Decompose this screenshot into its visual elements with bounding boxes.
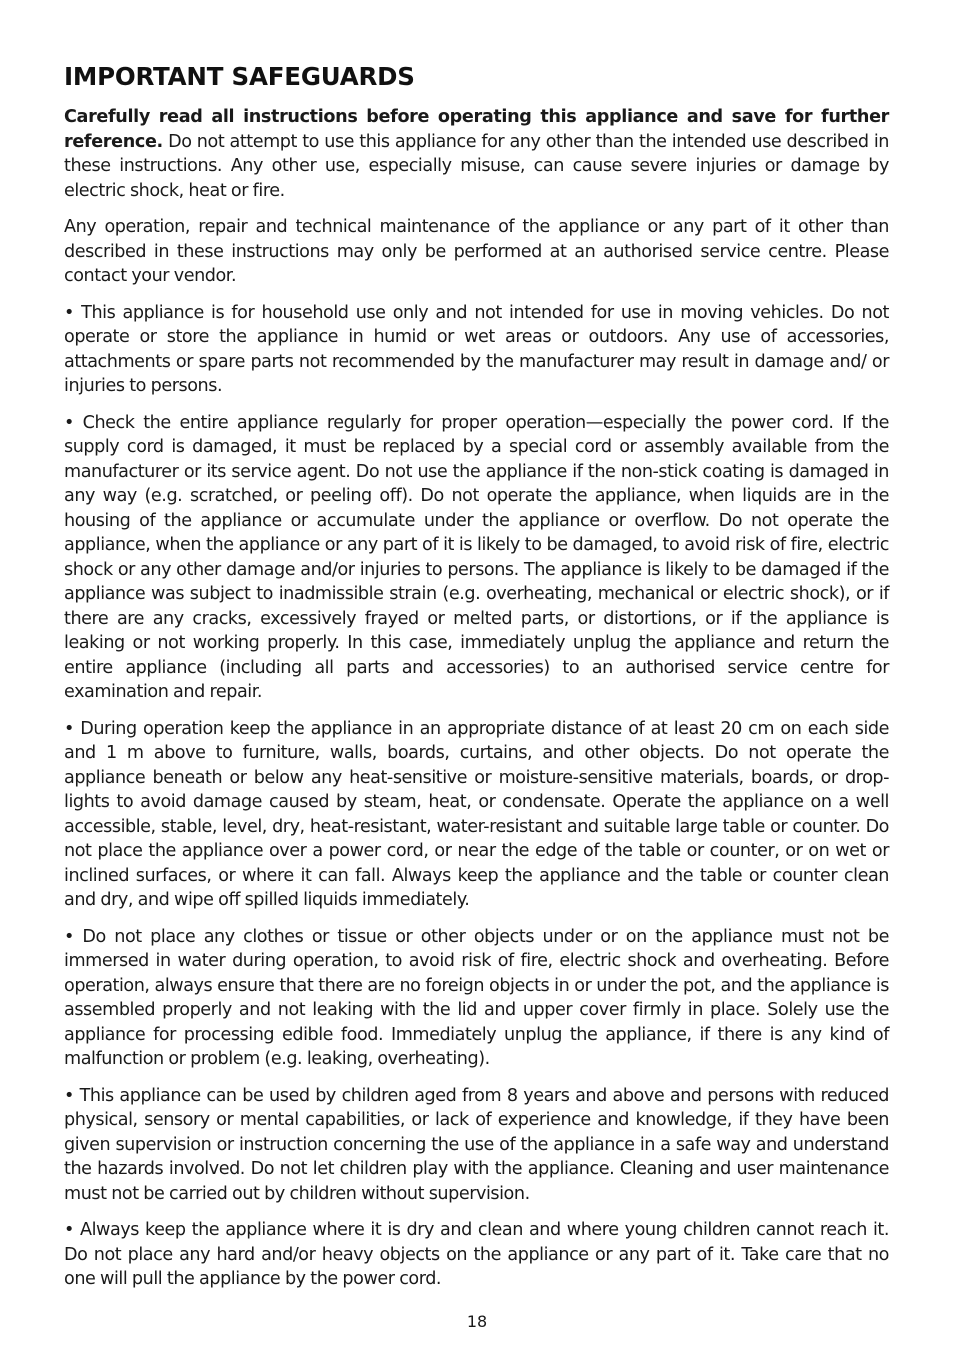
- paragraph-household-use: • This appliance is for household use only and not intended for use in moving vehicles. Do not operate or store the appliance in humid or wet areas or outdoors. Any use of accessories, attachments or spare parts not recommended by the manufacturer may result in damage and/ or injuries to persons.: [64, 302, 889, 396]
- paragraph-operation-distance: • During operation keep the appliance in an appropriate distance of at least 20 cm on each side and 1 m above to furniture, walls, boards, curtains, and other objects. Do not operate the appliance beneath or below any heat-sensitive or moisture-sensitive materials, boards, or drop-lights to avoid damage caused by steam, heat, or condensate. Operate the appliance on a well accessible, stable, level, dry, heat-resistant, water-resistant and suitable large table or counter. Do not place the appliance over a power cord, or near the edge of the table or counter, or on wet or inclined surfaces, or where it can fall. Always keep the appliance and the table or counter clean and dry, and wipe off spilled liquids immediately.: [64, 718, 889, 910]
- intro-paragraph: [64, 105, 889, 203]
- document-page: [64, 60, 889, 1304]
- paragraph-check-appliance: • Check the entire appliance regularly for proper operation—especially the power cord. If the supply cord is damaged, it must be replaced by a special cord or assembly available from the manufacturer or its service agent. Do not use the appliance if the non-stick coating is damaged in any way (e.g. scratched, or peeling off). Do not operate the appliance, when liquids are in the housing of the appliance or accumulate under the appliance or overflow. Do not operate the appliance, when the appliance or any part of it is likely to be damaged, to avoid risk of fire, electric shock or any other damage and/or injuries to persons. The appliance is likely to be damaged if the appliance was subject to inadmissible strain (e.g. overheating, mechanical or electric shock), or if there are any cracks, excessively frayed or melted parts, or distortions, or if the appliance is leaking or not working properly. In this case, immediately unplug the appliance and return the entire appliance (including all parts and accessories) to an authorised service centre for examination and repair.: [64, 412, 889, 702]
- page-title: IMPORTANT SAFEGUARDS: [64, 62, 415, 91]
- paragraph-objects-immersion: • Do not place any clothes or tissue or other objects under or on the appliance must not be immersed in water during operation, to avoid risk of fire, electric shock and overheating. Before operation, always ensure that there are no foreign objects in or under the pot, and the appliance is assembled properly and not leaking with the lid and upper cover firmly in place. Solely use the appliance for processing edible food. Immediately unplug the appliance, if there is any kind of malfunction or problem (e.g. leaking, overheating).: [64, 926, 889, 1069]
- intro-text: Do not attempt to use this appliance for any other than the intended use described in these instructions. Any other use, especially misuse, can cause severe injuries or damage by electric shock, heat or fire.: [64, 131, 889, 201]
- intro-bold-text: Carefully read all instructions before operating this appliance and save for further reference.: [64, 107, 889, 152]
- paragraph-children: • This appliance can be used by children aged from 8 years and above and persons with reduced physical, sensory or mental capabilities, or lack of experience and knowledge, if they have been given supervision or instruction concerning the use of the appliance in a safe way and understand the hazards involved. Do not let children play with the appliance. Cleaning and user maintenance must not be carried out by children without supervision.: [64, 1085, 889, 1204]
- paragraph-storage: • Always keep the appliance where it is dry and clean and where young children cannot reach it. Do not place any hard and/or heavy objects on the appliance or any part of it. Take care that no one will pull the appliance by the power cord.: [64, 1220, 889, 1289]
- page-number: 18: [466, 1312, 488, 1331]
- paragraph-service: Any operation, repair and technical maintenance of the appliance or any part of it other than described in these instructions may only be performed at an authorised service centre. Please contact your vendor.: [64, 217, 889, 286]
